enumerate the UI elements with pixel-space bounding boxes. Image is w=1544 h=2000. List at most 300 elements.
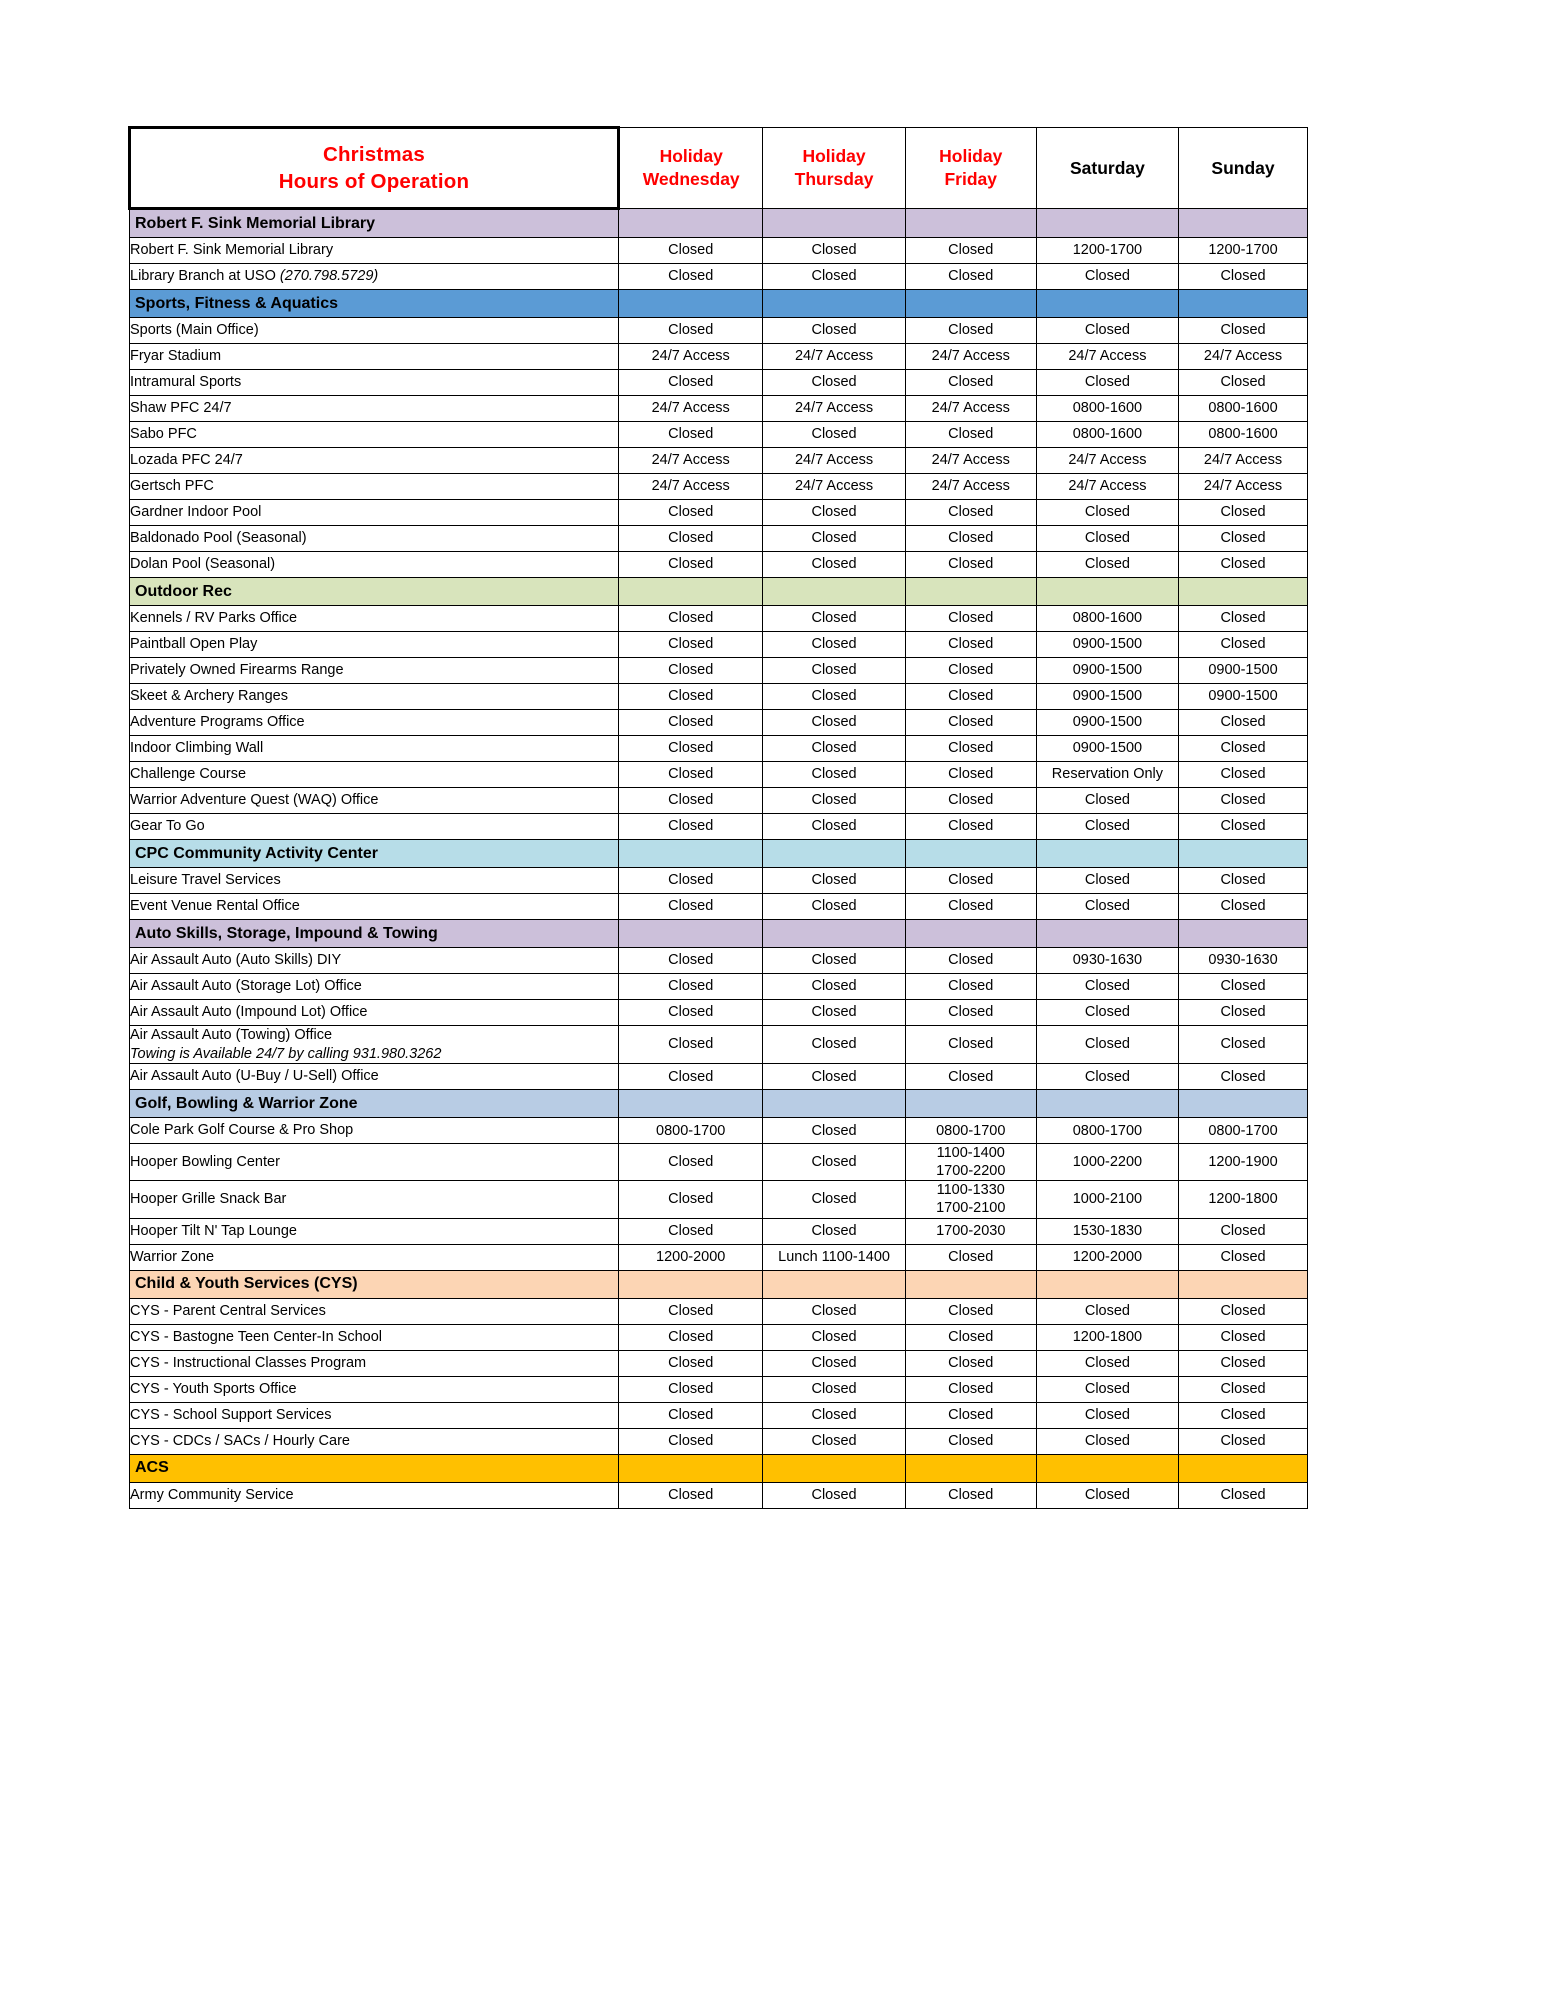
section-header-row xyxy=(130,290,1308,318)
hours-cell: 1200-2000 xyxy=(618,1244,762,1270)
hours-cell: Closed xyxy=(1036,1026,1178,1064)
hours-cell: Closed xyxy=(1179,500,1308,526)
hours-cell: Closed xyxy=(618,422,762,448)
hours-cell: Closed xyxy=(763,736,905,762)
hours-cell: Closed xyxy=(618,1064,762,1090)
hours-cell: Closed xyxy=(618,974,762,1000)
facility-name: Indoor Climbing Wall xyxy=(130,736,619,762)
table-row xyxy=(130,1118,1308,1144)
hours-cell: Closed xyxy=(618,1218,762,1244)
section-spacer-cell xyxy=(1179,290,1308,318)
hours-cell: Closed xyxy=(763,1026,905,1064)
facility-name: Intramural Sports xyxy=(130,370,619,396)
hours-cell: Closed xyxy=(905,552,1036,578)
section-title: ACS xyxy=(130,1454,619,1482)
hours-cell: Closed xyxy=(618,1298,762,1324)
facility-name: CYS - CDCs / SACs / Hourly Care xyxy=(130,1428,619,1454)
hours-cell: Closed xyxy=(618,658,762,684)
hours-cell: Closed xyxy=(1179,1428,1308,1454)
table-row xyxy=(130,344,1308,370)
hours-cell: 0800-1600 xyxy=(1036,422,1178,448)
section-spacer-cell xyxy=(1179,209,1308,238)
hours-cell: Closed xyxy=(1036,1350,1178,1376)
section-spacer-cell xyxy=(618,1454,762,1482)
hours-cell: Lunch 1100-1400 xyxy=(763,1244,905,1270)
hours-cell: Closed xyxy=(905,1402,1036,1428)
hours-cell: 24/7 Access xyxy=(1036,474,1178,500)
section-spacer-cell xyxy=(763,209,905,238)
facility-name: CYS - Parent Central Services xyxy=(130,1298,619,1324)
hours-cell: Closed xyxy=(905,762,1036,788)
hours-cell: Closed xyxy=(905,684,1036,710)
hours-cell: 0900-1500 xyxy=(1036,658,1178,684)
hours-cell: Closed xyxy=(1179,974,1308,1000)
hours-cell: Closed xyxy=(763,762,905,788)
hours-cell: Closed xyxy=(618,632,762,658)
section-title: Golf, Bowling & Warrior Zone xyxy=(130,1090,619,1118)
hours-cell: Closed xyxy=(1179,1244,1308,1270)
hours-cell: 24/7 Access xyxy=(618,396,762,422)
hours-cell: Closed xyxy=(618,868,762,894)
hours-cell: Closed xyxy=(618,948,762,974)
table-row xyxy=(130,974,1308,1000)
hours-cell: Closed xyxy=(763,974,905,1000)
facility-name: Event Venue Rental Office xyxy=(130,894,619,920)
hours-cell: Closed xyxy=(1179,1026,1308,1064)
hours-cell: Closed xyxy=(763,264,905,290)
table-row xyxy=(130,788,1308,814)
hours-cell: Closed xyxy=(763,422,905,448)
facility-name: Hooper Tilt N' Tap Lounge xyxy=(130,1218,619,1244)
section-spacer-cell xyxy=(1036,1454,1178,1482)
hours-cell: Closed xyxy=(1036,788,1178,814)
hours-cell: Closed xyxy=(763,868,905,894)
hours-cell: Closed xyxy=(618,1482,762,1508)
hours-cell: Closed xyxy=(1179,1324,1308,1350)
section-spacer-cell xyxy=(1179,840,1308,868)
hours-cell: Closed xyxy=(905,1376,1036,1402)
hours-cell: Closed xyxy=(618,684,762,710)
section-spacer-cell xyxy=(905,290,1036,318)
section-header-row xyxy=(130,209,1308,238)
section-header-row xyxy=(130,840,1308,868)
section-spacer-cell xyxy=(763,840,905,868)
section-spacer-cell xyxy=(763,578,905,606)
section-spacer-cell xyxy=(1036,840,1178,868)
section-spacer-cell xyxy=(1179,1270,1308,1298)
section-spacer-cell xyxy=(905,1090,1036,1118)
hours-cell: Closed xyxy=(1036,370,1178,396)
hours-cell: 24/7 Access xyxy=(1179,474,1308,500)
section-spacer-cell xyxy=(763,290,905,318)
hours-cell: Closed xyxy=(905,1026,1036,1064)
table-row xyxy=(130,1181,1308,1218)
hours-cell: 1100-1330 1700-2100 xyxy=(905,1181,1036,1218)
hours-cell: 24/7 Access xyxy=(1179,448,1308,474)
facility-name: Privately Owned Firearms Range xyxy=(130,658,619,684)
section-spacer-cell xyxy=(618,840,762,868)
hours-cell: Closed xyxy=(618,894,762,920)
hours-cell: Closed xyxy=(618,1181,762,1218)
facility-name: Leisure Travel Services xyxy=(130,868,619,894)
hours-cell: Closed xyxy=(618,500,762,526)
table-row xyxy=(130,894,1308,920)
hours-cell: 0800-1700 xyxy=(905,1118,1036,1144)
hours-cell: Closed xyxy=(763,1324,905,1350)
hours-cell: Closed xyxy=(1179,318,1308,344)
hours-cell: Closed xyxy=(905,318,1036,344)
table-row xyxy=(130,1244,1308,1270)
hours-cell: Closed xyxy=(763,1376,905,1402)
hours-cell: 0900-1500 xyxy=(1036,736,1178,762)
facility-name: Sports (Main Office) xyxy=(130,318,619,344)
facility-name: Skeet & Archery Ranges xyxy=(130,684,619,710)
table-row xyxy=(130,1298,1308,1324)
hours-cell: Closed xyxy=(618,318,762,344)
hours-cell: Closed xyxy=(905,658,1036,684)
section-spacer-cell xyxy=(763,1454,905,1482)
hours-cell: Closed xyxy=(1036,552,1178,578)
hours-cell: Closed xyxy=(763,1350,905,1376)
section-header-row xyxy=(130,1270,1308,1298)
section-spacer-cell xyxy=(618,290,762,318)
hours-cell: Closed xyxy=(1036,1482,1178,1508)
facility-name: Library Branch at USO (270.798.5729) xyxy=(130,264,619,290)
section-spacer-cell xyxy=(1036,1270,1178,1298)
section-spacer-cell xyxy=(1179,578,1308,606)
section-spacer-cell xyxy=(618,578,762,606)
hours-cell: Closed xyxy=(618,1026,762,1064)
hours-cell: Closed xyxy=(763,632,905,658)
section-title: Child & Youth Services (CYS) xyxy=(130,1270,619,1298)
facility-name: Sabo PFC xyxy=(130,422,619,448)
hours-cell: Closed xyxy=(905,948,1036,974)
hours-cell: Closed xyxy=(1179,526,1308,552)
hours-cell: Closed xyxy=(905,1350,1036,1376)
hours-cell: Closed xyxy=(763,1118,905,1144)
facility-name: Lozada PFC 24/7 xyxy=(130,448,619,474)
hours-cell: Closed xyxy=(1179,264,1308,290)
facility-name: CYS - Bastogne Teen Center-In School xyxy=(130,1324,619,1350)
hours-cell: Closed xyxy=(1179,552,1308,578)
facility-name: CYS - Instructional Classes Program xyxy=(130,1350,619,1376)
table-header-row xyxy=(130,128,1308,209)
hours-cell: Closed xyxy=(763,500,905,526)
table-row xyxy=(130,948,1308,974)
hours-cell: 0900-1500 xyxy=(1179,684,1308,710)
hours-cell: Closed xyxy=(1036,1376,1178,1402)
section-spacer-cell xyxy=(905,920,1036,948)
hours-cell: Closed xyxy=(1179,1298,1308,1324)
hours-cell: Closed xyxy=(1036,1428,1178,1454)
hours-cell: Closed xyxy=(1036,1402,1178,1428)
facility-name: Gertsch PFC xyxy=(130,474,619,500)
hours-cell: Closed xyxy=(763,948,905,974)
facility-name: Air Assault Auto (Impound Lot) Office xyxy=(130,1000,619,1026)
hours-cell: Closed xyxy=(905,632,1036,658)
hours-cell: 1200-2000 xyxy=(1036,1244,1178,1270)
table-row xyxy=(130,658,1308,684)
section-spacer-cell xyxy=(1179,920,1308,948)
section-spacer-cell xyxy=(763,1270,905,1298)
hours-cell: 1200-1700 xyxy=(1036,238,1178,264)
section-title: Sports, Fitness & Aquatics xyxy=(130,290,619,318)
hours-cell: Closed xyxy=(618,370,762,396)
facility-name: Cole Park Golf Course & Pro Shop xyxy=(130,1118,619,1144)
hours-cell: Closed xyxy=(763,318,905,344)
table-row xyxy=(130,632,1308,658)
hours-cell: Closed xyxy=(618,1144,762,1181)
table-row xyxy=(130,448,1308,474)
hours-cell: Closed xyxy=(763,1144,905,1181)
table-row xyxy=(130,526,1308,552)
hours-cell: Closed xyxy=(763,552,905,578)
hours-cell: Closed xyxy=(618,762,762,788)
hours-cell: 0800-1600 xyxy=(1036,396,1178,422)
table-row xyxy=(130,238,1308,264)
hours-cell: Closed xyxy=(905,1324,1036,1350)
hours-cell: 24/7 Access xyxy=(763,474,905,500)
facility-name: Kennels / RV Parks Office xyxy=(130,606,619,632)
hours-cell: 0900-1500 xyxy=(1036,632,1178,658)
hours-cell: 24/7 Access xyxy=(618,344,762,370)
section-spacer-cell xyxy=(1036,1090,1178,1118)
hours-cell: Closed xyxy=(905,1244,1036,1270)
table-row xyxy=(130,1376,1308,1402)
column-header-0: Holiday Wednesday xyxy=(618,128,762,209)
hours-cell: Closed xyxy=(1179,1482,1308,1508)
section-spacer-cell xyxy=(1036,290,1178,318)
table-row xyxy=(130,318,1308,344)
hours-cell: 24/7 Access xyxy=(618,474,762,500)
hours-cell: Closed xyxy=(905,500,1036,526)
hours-cell: Reservation Only xyxy=(1036,762,1178,788)
hours-cell: Closed xyxy=(905,1482,1036,1508)
hours-cell: Closed xyxy=(763,788,905,814)
hours-cell: Closed xyxy=(618,1402,762,1428)
table-row xyxy=(130,868,1308,894)
table-row xyxy=(130,422,1308,448)
section-spacer-cell xyxy=(1179,1454,1308,1482)
hours-cell: Closed xyxy=(905,606,1036,632)
hours-cell: Closed xyxy=(618,1000,762,1026)
table-row xyxy=(130,736,1308,762)
hours-cell: Closed xyxy=(905,868,1036,894)
hours-cell: 0930-1630 xyxy=(1036,948,1178,974)
hours-cell: Closed xyxy=(1179,736,1308,762)
facility-name: Adventure Programs Office xyxy=(130,710,619,736)
facility-name: Robert F. Sink Memorial Library xyxy=(130,238,619,264)
hours-cell: Closed xyxy=(1179,788,1308,814)
hours-cell: Closed xyxy=(905,736,1036,762)
facility-name: Paintball Open Play xyxy=(130,632,619,658)
hours-of-operation-sheet xyxy=(128,126,1308,1509)
hours-cell: Closed xyxy=(1179,1064,1308,1090)
section-title: Outdoor Rec xyxy=(130,578,619,606)
facility-name: Army Community Service xyxy=(130,1482,619,1508)
hours-cell: Closed xyxy=(905,788,1036,814)
table-row xyxy=(130,814,1308,840)
hours-cell: Closed xyxy=(763,606,905,632)
section-spacer-cell xyxy=(1036,920,1178,948)
hours-cell: Closed xyxy=(1036,868,1178,894)
table-row xyxy=(130,1064,1308,1090)
facility-name: Air Assault Auto (Towing) Office Towing is Available 24/7 by calling 931.980.3262 xyxy=(130,1026,619,1064)
hours-cell: Closed xyxy=(1179,1376,1308,1402)
hours-cell: Closed xyxy=(618,606,762,632)
table-row xyxy=(130,396,1308,422)
hours-cell: Closed xyxy=(763,684,905,710)
hours-cell: Closed xyxy=(905,370,1036,396)
hours-cell: Closed xyxy=(618,788,762,814)
column-header-2: Holiday Friday xyxy=(905,128,1036,209)
facility-name: Dolan Pool (Seasonal) xyxy=(130,552,619,578)
hours-cell: Closed xyxy=(905,710,1036,736)
section-spacer-cell xyxy=(905,840,1036,868)
hours-cell: 24/7 Access xyxy=(618,448,762,474)
hours-cell: Closed xyxy=(618,814,762,840)
hours-cell: 1200-1700 xyxy=(1179,238,1308,264)
section-spacer-cell xyxy=(905,1454,1036,1482)
facility-name: Warrior Zone xyxy=(130,1244,619,1270)
hours-cell: 0900-1500 xyxy=(1036,684,1178,710)
hours-cell: Closed xyxy=(763,1298,905,1324)
facility-name: CYS - Youth Sports Office xyxy=(130,1376,619,1402)
hours-cell: Closed xyxy=(763,710,905,736)
table-row xyxy=(130,762,1308,788)
table-row xyxy=(130,474,1308,500)
hours-cell: 24/7 Access xyxy=(905,474,1036,500)
table-row xyxy=(130,1482,1308,1508)
facility-name: Air Assault Auto (Storage Lot) Office xyxy=(130,974,619,1000)
hours-cell: Closed xyxy=(763,1064,905,1090)
section-header-row xyxy=(130,1454,1308,1482)
hours-cell: 1100-1400 1700-2200 xyxy=(905,1144,1036,1181)
section-spacer-cell xyxy=(1036,578,1178,606)
sheet-title: Christmas Hours of Operation xyxy=(130,128,619,209)
hours-cell: Closed xyxy=(1179,1218,1308,1244)
hours-cell: 0800-1600 xyxy=(1179,396,1308,422)
table-row xyxy=(130,606,1308,632)
hours-cell: Closed xyxy=(1036,318,1178,344)
hours-cell: Closed xyxy=(763,1218,905,1244)
hours-cell: 24/7 Access xyxy=(763,448,905,474)
hours-cell: Closed xyxy=(1179,1000,1308,1026)
hours-cell: Closed xyxy=(1036,1298,1178,1324)
table-row xyxy=(130,710,1308,736)
facility-name: Air Assault Auto (Auto Skills) DIY xyxy=(130,948,619,974)
hours-cell: 24/7 Access xyxy=(1036,344,1178,370)
hours-cell: 1700-2030 xyxy=(905,1218,1036,1244)
hours-cell: Closed xyxy=(1036,526,1178,552)
facility-name: CYS - School Support Services xyxy=(130,1402,619,1428)
hours-cell: 24/7 Access xyxy=(1179,344,1308,370)
section-title: Auto Skills, Storage, Impound & Towing xyxy=(130,920,619,948)
hours-cell: Closed xyxy=(905,894,1036,920)
hours-cell: Closed xyxy=(763,526,905,552)
section-spacer-cell xyxy=(1179,1090,1308,1118)
hours-cell: Closed xyxy=(763,1000,905,1026)
hours-cell: 0800-1700 xyxy=(618,1118,762,1144)
table-row xyxy=(130,552,1308,578)
table-row xyxy=(130,1402,1308,1428)
facility-name: Warrior Adventure Quest (WAQ) Office xyxy=(130,788,619,814)
section-spacer-cell xyxy=(905,209,1036,238)
hours-cell: Closed xyxy=(905,974,1036,1000)
facility-name: Fryar Stadium xyxy=(130,344,619,370)
hours-cell: Closed xyxy=(1179,632,1308,658)
hours-cell: 0900-1500 xyxy=(1036,710,1178,736)
hours-cell: Closed xyxy=(905,264,1036,290)
hours-cell: Closed xyxy=(905,1428,1036,1454)
hours-cell: Closed xyxy=(1179,606,1308,632)
section-spacer-cell xyxy=(763,1090,905,1118)
hours-cell: Closed xyxy=(763,1482,905,1508)
hours-cell: Closed xyxy=(618,1376,762,1402)
hours-table xyxy=(128,126,1308,1509)
facility-name: Shaw PFC 24/7 xyxy=(130,396,619,422)
hours-cell: 0900-1500 xyxy=(1179,658,1308,684)
table-row xyxy=(130,1350,1308,1376)
facility-name: Hooper Grille Snack Bar xyxy=(130,1181,619,1218)
hours-cell: Closed xyxy=(1036,500,1178,526)
hours-cell: Closed xyxy=(1179,762,1308,788)
table-row xyxy=(130,1144,1308,1181)
hours-cell: 24/7 Access xyxy=(905,448,1036,474)
hours-cell: 0800-1700 xyxy=(1036,1118,1178,1144)
table-row xyxy=(130,1324,1308,1350)
section-spacer-cell xyxy=(1036,209,1178,238)
facility-name: Air Assault Auto (U-Buy / U-Sell) Office xyxy=(130,1064,619,1090)
hours-cell: Closed xyxy=(1036,264,1178,290)
table-row xyxy=(130,370,1308,396)
hours-cell: Closed xyxy=(1036,1000,1178,1026)
hours-cell: 24/7 Access xyxy=(763,344,905,370)
facility-name: Gardner Indoor Pool xyxy=(130,500,619,526)
hours-cell: Closed xyxy=(763,894,905,920)
hours-cell: Closed xyxy=(1179,894,1308,920)
hours-cell: Closed xyxy=(1036,1064,1178,1090)
hours-cell: Closed xyxy=(1179,1402,1308,1428)
hours-cell: Closed xyxy=(618,238,762,264)
column-header-3: Saturday xyxy=(1036,128,1178,209)
hours-cell: Closed xyxy=(905,814,1036,840)
section-title: CPC Community Activity Center xyxy=(130,840,619,868)
hours-cell: Closed xyxy=(905,422,1036,448)
table-row xyxy=(130,684,1308,710)
hours-cell: Closed xyxy=(763,658,905,684)
hours-cell: 24/7 Access xyxy=(905,344,1036,370)
hours-cell: 1200-1800 xyxy=(1179,1181,1308,1218)
section-header-row xyxy=(130,578,1308,606)
hours-cell: 24/7 Access xyxy=(1036,448,1178,474)
table-row xyxy=(130,1428,1308,1454)
table-row xyxy=(130,1026,1308,1064)
section-spacer-cell xyxy=(618,209,762,238)
hours-cell: 1000-2100 xyxy=(1036,1181,1178,1218)
hours-cell: Closed xyxy=(618,264,762,290)
hours-cell: Closed xyxy=(1179,370,1308,396)
section-title: Robert F. Sink Memorial Library xyxy=(130,209,619,238)
facility-name: Baldonado Pool (Seasonal) xyxy=(130,526,619,552)
facility-name: Hooper Bowling Center xyxy=(130,1144,619,1181)
hours-cell: 1530-1830 xyxy=(1036,1218,1178,1244)
hours-cell: 24/7 Access xyxy=(905,396,1036,422)
section-spacer-cell xyxy=(905,1270,1036,1298)
hours-cell: Closed xyxy=(905,1298,1036,1324)
hours-cell: Closed xyxy=(618,1324,762,1350)
section-spacer-cell xyxy=(905,578,1036,606)
